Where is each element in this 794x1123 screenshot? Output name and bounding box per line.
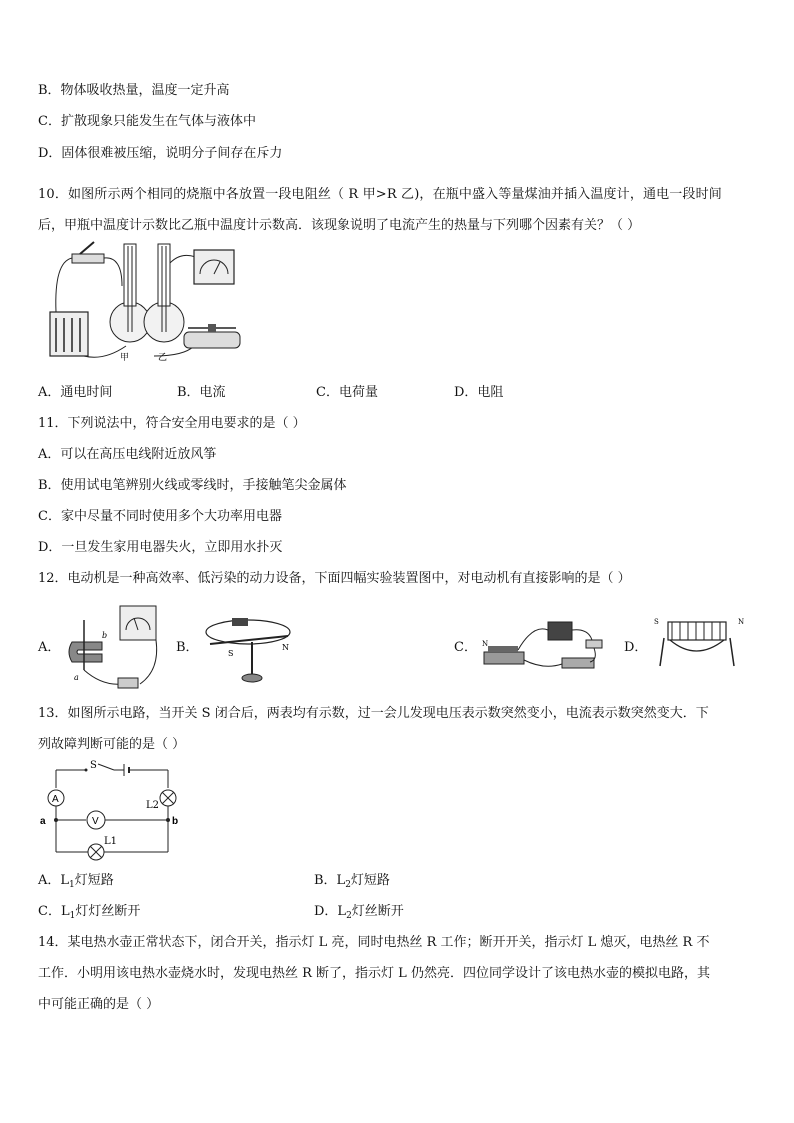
switch-label: S xyxy=(90,760,97,771)
q13-option-d: D．$L_2$灯丝断开 xyxy=(314,904,404,921)
q12-figure-d xyxy=(650,608,750,670)
q14-stem-line3: 中可能正确的是（ ） xyxy=(38,997,160,1012)
q13-option-c: C．$L_1$灯灯丝断开 xyxy=(38,904,141,921)
ammeter-label: A xyxy=(52,794,59,805)
q12-label-a: A． xyxy=(38,640,61,655)
svg-text:a: a xyxy=(74,673,79,682)
q11-stem: 11．下列说法中，符合安全用电要求的是（ ） xyxy=(38,416,306,431)
svg-text:S: S xyxy=(654,618,659,626)
voltmeter-label: V xyxy=(92,816,99,827)
q9-option-b: B．物体吸收热量，温度一定升高 xyxy=(38,83,230,98)
switch-s-icon xyxy=(98,764,114,770)
q12-figure-a xyxy=(62,600,162,692)
flask-label-yi: 乙 xyxy=(158,353,168,363)
svg-text:N: N xyxy=(738,618,745,626)
svg-text:b: b xyxy=(102,631,108,640)
flask-label-jia: 甲 xyxy=(120,353,130,363)
q11-option-c: C．家中尽量不同时使用多个大功率用电器 xyxy=(38,509,282,524)
lamp-l2-label: L2 xyxy=(146,800,160,811)
q14-stem-line2: 工作．小明用该电热水壶烧水时，发现电热丝 R 断了，指示灯 L 仍然亮．四位同学设计了该电热水壶的模拟电路，其 xyxy=(38,966,710,981)
q11-option-a: A．可以在高压电线附近放风筝 xyxy=(38,447,217,462)
q10-option-a: A．通电时间 xyxy=(38,385,113,400)
q14-stem-line1: 14．某电热水壶正常状态下，闭合开关，指示灯 L 亮，同时电热丝 R 工作；断开开关，指示灯 L 熄灭，电热丝 R 不 xyxy=(38,935,710,950)
q10-option-b: B．电流 xyxy=(177,385,226,400)
node-b-label: b xyxy=(172,816,179,827)
q12-label-b: B． xyxy=(176,640,199,655)
node-a-label: a xyxy=(40,816,46,827)
q13-option-a: A．$L_1$灯短路 xyxy=(38,873,114,890)
q10-stem-line1: 10．如图所示两个相同的烧瓶中各放置一段电阻丝（ R 甲>R 乙)，在瓶中盛入等量煤油并插入温度计，通电一段时间 xyxy=(38,187,722,202)
q9-option-c: C．扩散现象只能发生在气体与液体中 xyxy=(38,114,256,129)
q10-option-c: C．电荷量 xyxy=(316,385,378,400)
q10-flask-circuit-figure xyxy=(44,236,254,366)
q10-option-d: D．电阻 xyxy=(454,385,504,400)
q10-stem-line2: 后，甲瓶中温度计示数比乙瓶中温度计示数高．该现象说明了电流产生的热量与下列哪个因素有关？（ ） xyxy=(38,218,641,233)
q11-option-d: D．一旦发生家用电器失火，立即用水扑灭 xyxy=(38,540,283,555)
svg-text:N: N xyxy=(482,640,489,648)
q12-figure-b xyxy=(200,610,300,690)
q13-stem-line1: 13．如图所示电路，当开关 S 闭合后，两表均有示数，过一会儿发现电压表示数突然变小，电流表示数突然变大．下 xyxy=(38,706,709,721)
q13-circuit-diagram xyxy=(34,760,184,862)
q9-option-d: D．固体很难被压缩，说明分子间存在斥力 xyxy=(38,146,283,161)
svg-text:N: N xyxy=(282,643,289,652)
q12-figure-c xyxy=(478,614,608,674)
q11-option-b: B．使用试电笔辨别火线或零线时，手接触笔尖金属体 xyxy=(38,478,347,493)
q13-option-b: B．$L_2$灯短路 xyxy=(314,873,390,890)
q12-stem: 12．电动机是一种高效率、低污染的动力设备，下面四幅实验装置图中，对电动机有直接影响的是（ ） xyxy=(38,571,631,586)
q12-label-c: C． xyxy=(454,640,477,655)
q13-stem-line2: 列故障判断可能的是（ ） xyxy=(38,737,186,752)
q12-label-d: D． xyxy=(624,640,648,655)
svg-text:S: S xyxy=(228,649,234,658)
lamp-l1-label: L1 xyxy=(104,836,118,847)
